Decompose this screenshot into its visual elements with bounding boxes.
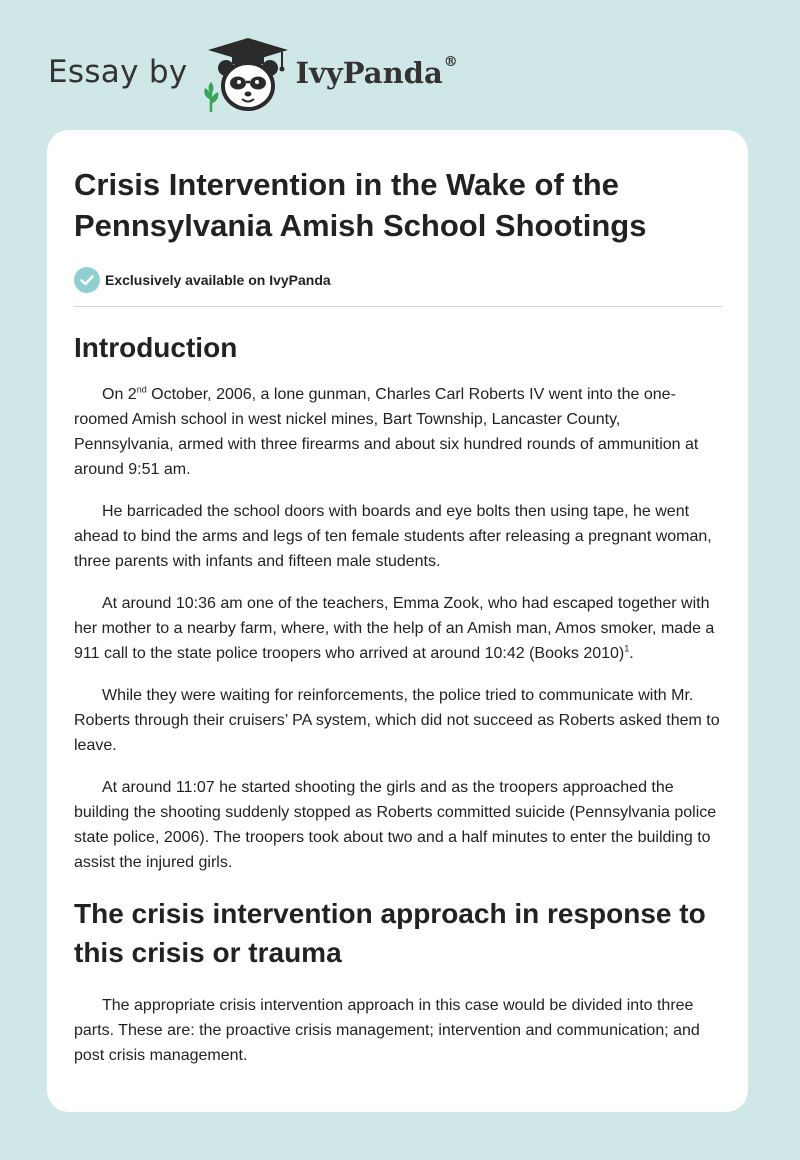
essay-by-label: Essay by — [48, 54, 188, 90]
paragraph: At around 11:07 he started shooting the girls and as the troopers approached the building the shooting suddenly stopped as Roberts committed suicide (Pennsylvania police state police, 2006). The troopers took about two and a half minutes to enter the building to assist the injured girls. — [74, 779, 717, 871]
brand-name[interactable] — [296, 56, 458, 90]
article-card — [47, 130, 748, 1112]
paragraph: The appropriate crisis intervention approach in this case would be divided into three parts. These are: the proactive crisis management; intervention and communication; and post crisis management. — [74, 997, 700, 1064]
panda-graduate-icon[interactable] — [202, 34, 294, 114]
title-divider — [74, 306, 722, 307]
site-header — [48, 34, 458, 114]
paragraph: He barricaded the school doors with boards and eye bolts then using tape, he went ahead to bind the arms and legs of ten female students after releasing a pregnant woman, three parents with infants and fifteen male students. — [74, 503, 712, 570]
brand-label: IvyPanda — [295, 56, 443, 90]
paragraph-text: . — [629, 645, 634, 662]
exclusive-badge — [74, 266, 722, 294]
ordinal-suffix: nd — [136, 384, 147, 395]
check-circle-icon — [74, 267, 100, 293]
registered-mark: ® — [443, 54, 458, 70]
paragraph-text: On 2 — [102, 386, 137, 403]
article-title: Crisis Intervention in the Wake of the Pennsylvania Amish School Shootings — [74, 167, 647, 243]
section-heading-introduction: Introduction — [74, 332, 238, 363]
paragraph-text: At around 10:36 am one of the teachers, Emma Zook, who had escaped together with her mother to a nearby farm, where, with the help of an Amish man, Amos smoker, made a 911 call to the state police troopers who arrived at around 10:42 (Books 2010) — [74, 595, 715, 662]
section-heading-crisis-approach: The crisis intervention approach in response to this crisis or trauma — [74, 898, 706, 968]
paragraph — [74, 382, 722, 482]
footnote-ref[interactable]: 1 — [624, 643, 630, 654]
paragraph — [74, 591, 722, 666]
exclusive-badge-text: Exclusively available on IvyPanda — [105, 272, 331, 288]
paragraph-text: October, 2006, a lone gunman, Charles Carl Roberts IV went into the one-roomed Amish school in west nickel mines, Bart Township, Lancaster County, Pennsylvania, armed with three firearms and about six hundred rounds of ammunition at around 9:51 am. — [74, 386, 699, 478]
paragraph: While they were waiting for reinforcements, the police tried to communicate with Mr. Roberts through their cruisers’ PA system, which did not succeed as Roberts asked them to leave. — [74, 687, 720, 754]
